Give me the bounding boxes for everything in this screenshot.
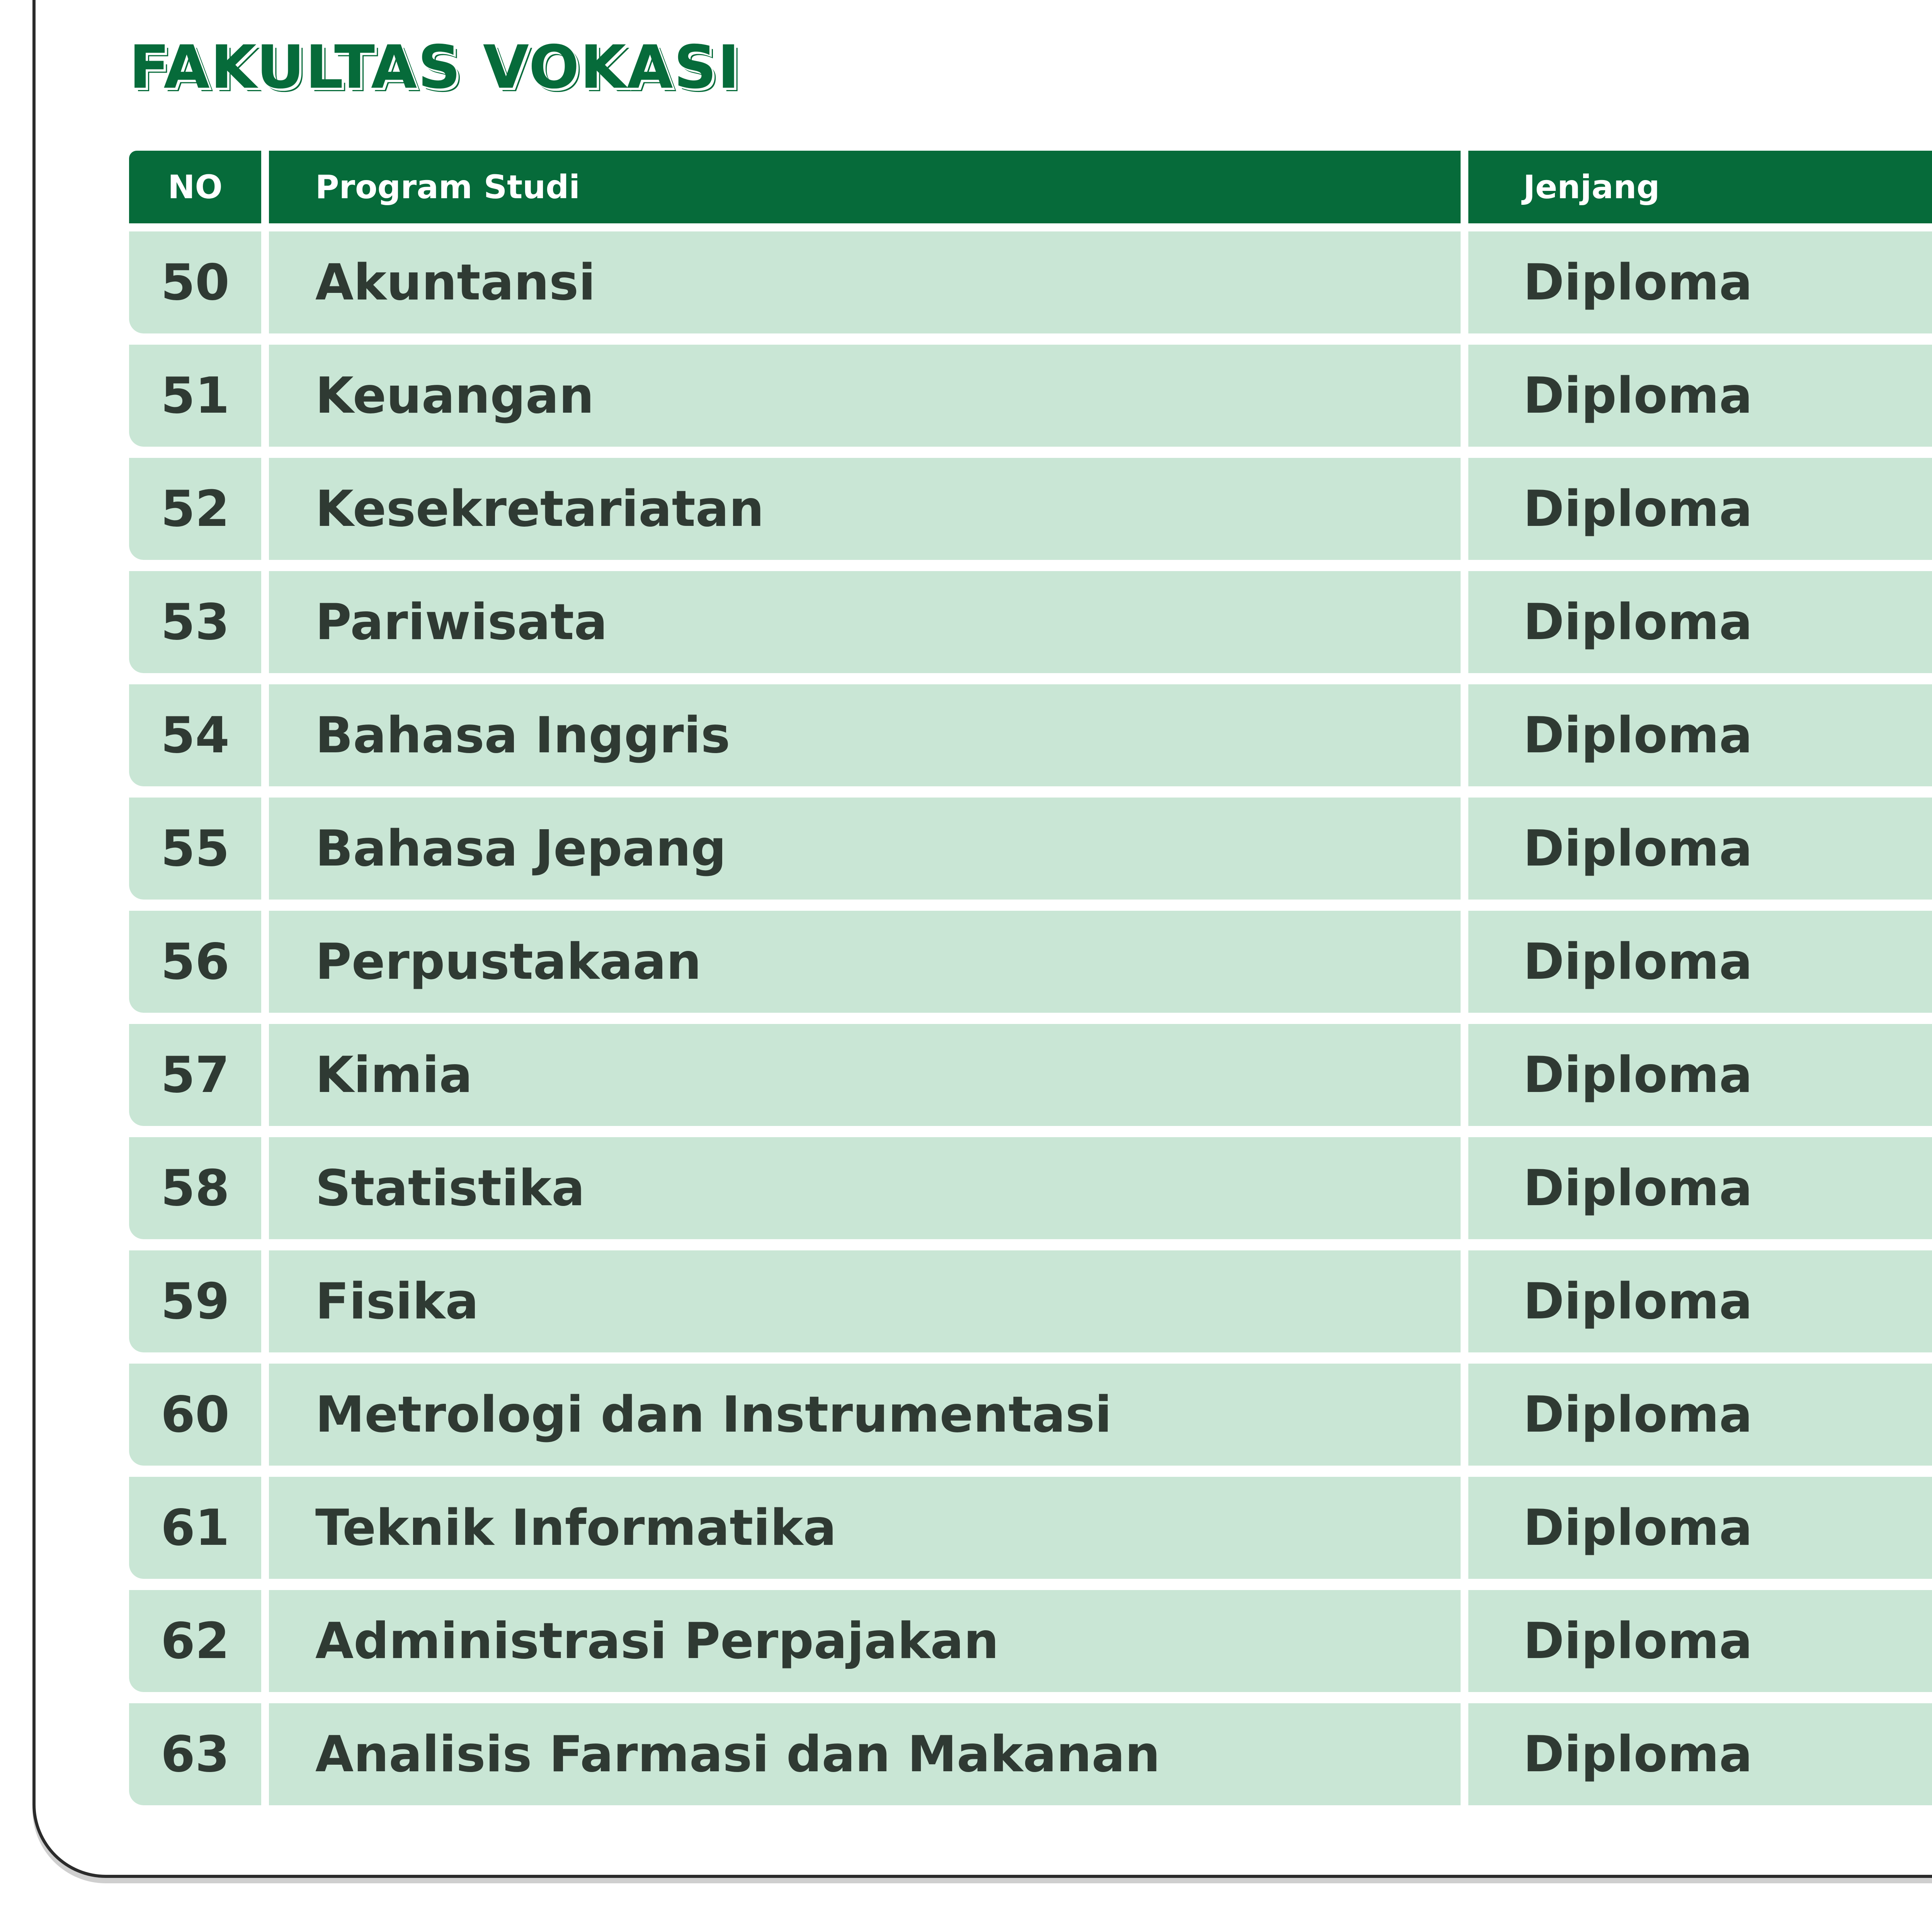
cell-program-studi: Akuntansi	[269, 231, 1461, 333]
cell-program-studi: Kesekretariatan	[269, 458, 1461, 560]
cell-jenjang: Diploma	[1468, 1364, 1932, 1466]
table-row	[129, 345, 1932, 447]
cell-no: 61	[129, 1477, 261, 1579]
cell-jenjang: Diploma	[1468, 231, 1932, 333]
cell-jenjang: Diploma	[1468, 1024, 1932, 1126]
table-row	[129, 458, 1932, 560]
cell-jenjang: Diploma	[1468, 1703, 1932, 1805]
cell-program-studi: Bahasa Inggris	[269, 684, 1461, 786]
cell-no: 52	[129, 458, 261, 560]
cell-no: 55	[129, 798, 261, 900]
table-row	[129, 1703, 1932, 1805]
cell-no: 50	[129, 231, 261, 333]
cell-jenjang: Diploma	[1468, 1590, 1932, 1692]
cell-no: 63	[129, 1703, 261, 1805]
cell-program-studi: Bahasa Jepang	[269, 798, 1461, 900]
table-row	[129, 798, 1932, 900]
cell-no: 62	[129, 1590, 261, 1692]
table-row	[129, 1137, 1932, 1239]
cell-no: 53	[129, 571, 261, 673]
table-header-row	[129, 151, 1932, 223]
cell-program-studi: Statistika	[269, 1137, 1461, 1239]
table-row	[129, 1250, 1932, 1352]
cell-program-studi: Metrologi dan Instrumentasi	[269, 1364, 1461, 1466]
page-title: FAKULTAS VOKASI	[129, 33, 740, 102]
cell-no: 59	[129, 1250, 261, 1352]
header-program-studi: Program Studi	[269, 151, 1461, 223]
cell-program-studi: Administrasi Perpajakan	[269, 1590, 1461, 1692]
cell-program-studi: Keuangan	[269, 345, 1461, 447]
cell-jenjang: Diploma	[1468, 571, 1932, 673]
cell-no: 51	[129, 345, 261, 447]
cell-program-studi: Pariwisata	[269, 571, 1461, 673]
cell-jenjang: Diploma	[1468, 911, 1932, 1013]
cell-no: 56	[129, 911, 261, 1013]
table-row	[129, 911, 1932, 1013]
cell-jenjang: Diploma	[1468, 1250, 1932, 1352]
table-row	[129, 1590, 1932, 1692]
cell-jenjang: Diploma	[1468, 684, 1932, 786]
cell-program-studi: Kimia	[269, 1024, 1461, 1126]
cell-jenjang: Diploma	[1468, 798, 1932, 900]
table-row	[129, 1024, 1932, 1126]
table-row	[129, 1364, 1932, 1466]
table-row	[129, 571, 1932, 673]
cell-program-studi: Perpustakaan	[269, 911, 1461, 1013]
cell-jenjang: Diploma	[1468, 458, 1932, 560]
table-body	[129, 231, 1932, 1805]
table-row	[129, 1477, 1932, 1579]
cell-program-studi: Analisis Farmasi dan Makanan	[269, 1703, 1461, 1805]
cell-no: 57	[129, 1024, 261, 1126]
header-jenjang: Jenjang	[1468, 151, 1932, 223]
cell-program-studi: Fisika	[269, 1250, 1461, 1352]
table-row	[129, 684, 1932, 786]
cell-no: 58	[129, 1137, 261, 1239]
cell-jenjang: Diploma	[1468, 345, 1932, 447]
header-no: NO	[129, 151, 261, 223]
table-row	[129, 231, 1932, 333]
cell-jenjang: Diploma	[1468, 1477, 1932, 1579]
cell-program-studi: Teknik Informatika	[269, 1477, 1461, 1579]
cell-jenjang: Diploma	[1468, 1137, 1932, 1239]
cell-no: 60	[129, 1364, 261, 1466]
study-program-table	[129, 151, 1932, 1816]
cell-no: 54	[129, 684, 261, 786]
